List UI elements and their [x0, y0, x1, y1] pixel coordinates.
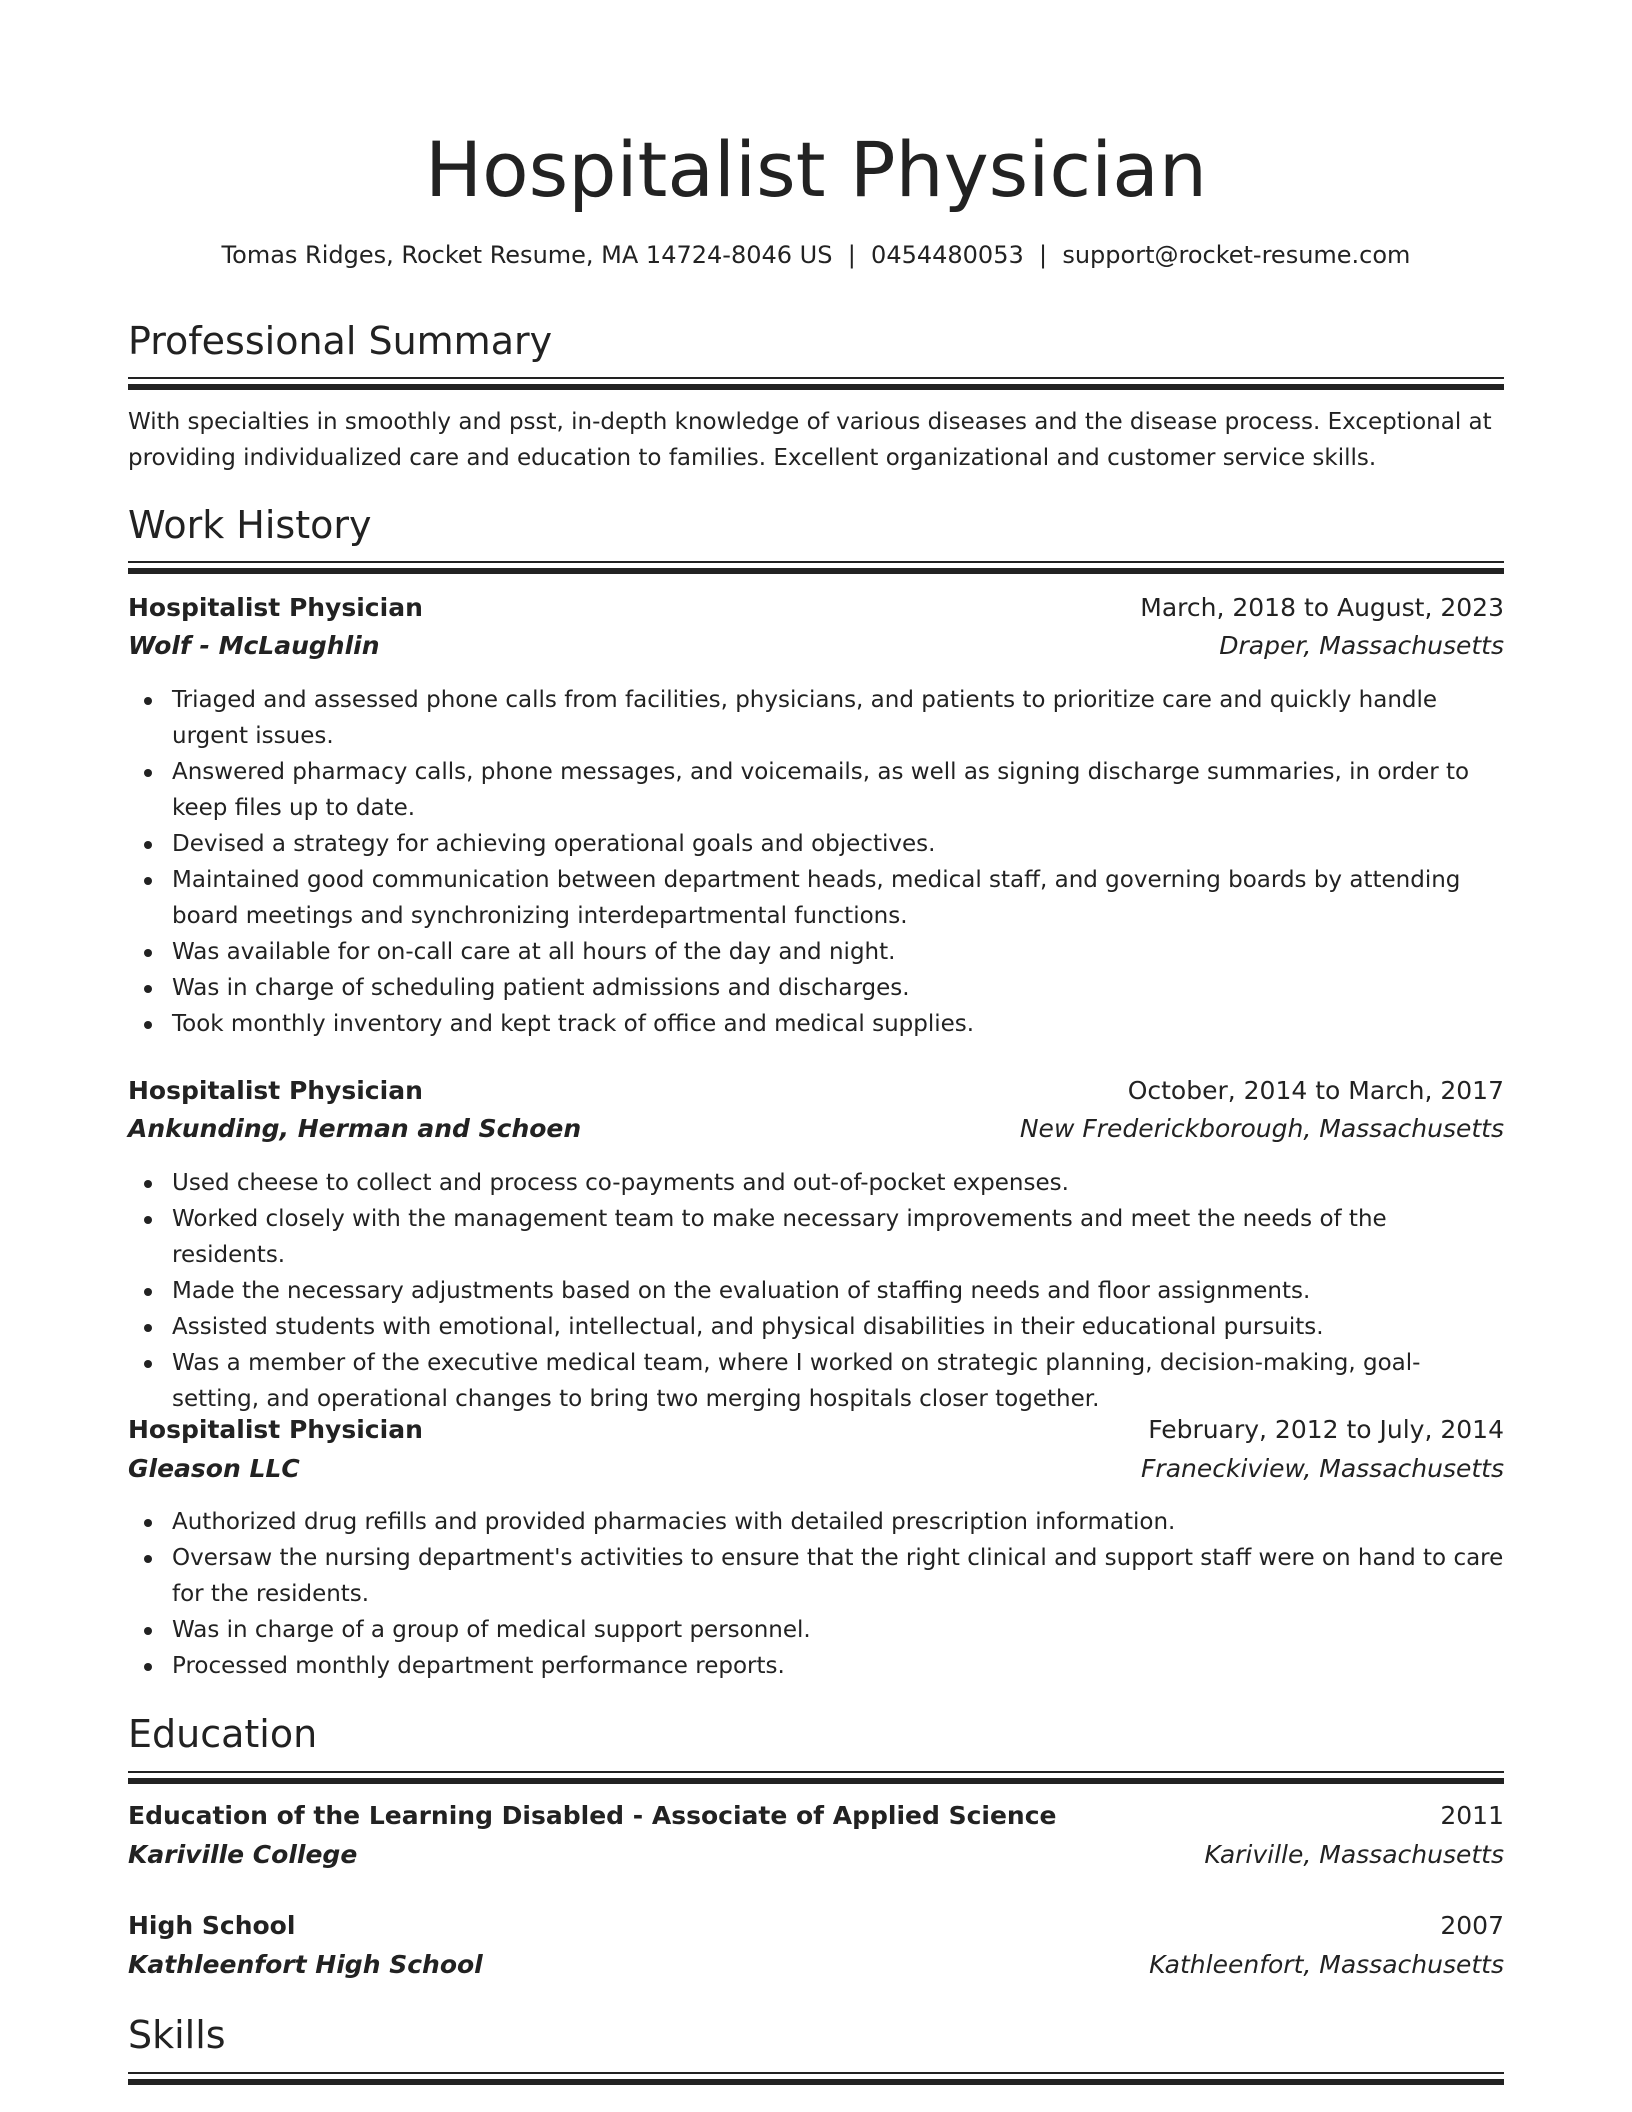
- list-item: Was in charge of scheduling patient admissions and discharges.: [128, 970, 1504, 1006]
- job-title: Hospitalist Physician: [128, 1415, 423, 1444]
- list-item: Oversaw the nursing department's activities to ensure that the right clinical and support staff were on hand to care for the residents.: [128, 1540, 1504, 1612]
- education-header-row: [128, 1797, 1504, 1835]
- job-dates: February, 2012 to July, 2014: [1148, 1415, 1504, 1444]
- job-company-row: [128, 627, 1504, 665]
- education-school: Kathleenfort High School: [128, 1950, 483, 1979]
- job-bullets: [128, 1165, 1504, 1417]
- education-school-row: [128, 1946, 1504, 1984]
- list-item: Answered pharmacy calls, phone messages, and voicemails, as well as signing discharge summaries, in order to keep files up to date.: [128, 754, 1504, 826]
- job-dates: October, 2014 to March, 2017: [1127, 1076, 1504, 1105]
- list-item: Devised a strategy for achieving operational goals and objectives.: [128, 826, 1504, 862]
- education-school: Kariville College: [128, 1840, 358, 1869]
- job-location: Draper, Massachusetts: [1219, 631, 1504, 660]
- education-degree: High School: [128, 1911, 296, 1940]
- education-school-row: [128, 1836, 1504, 1874]
- education-header-row: [128, 1907, 1504, 1945]
- job-location: New Frederickborough, Massachusetts: [1019, 1114, 1504, 1143]
- job-company-row: [128, 1110, 1504, 1148]
- list-item: Used cheese to collect and process co-payments and out-of-pocket expenses.: [128, 1165, 1504, 1201]
- list-item: Was a member of the executive medical team, where I worked on strategic planning, decision-making, goal-setting, and operational changes to bring two merging hospitals closer together.: [128, 1345, 1504, 1417]
- job-header-row: [128, 589, 1504, 627]
- job-dates: March, 2018 to August, 2023: [1140, 593, 1504, 622]
- section-heading-education: Education: [128, 1712, 318, 1756]
- list-item: Was in charge of a group of medical support personnel.: [128, 1612, 1504, 1648]
- education-year: 2011: [1440, 1801, 1504, 1830]
- list-item: Triaged and assessed phone calls from facilities, physicians, and patients to prioritize care and quickly handle urgent issues.: [128, 682, 1504, 754]
- job-location: Franeckiview, Massachusetts: [1141, 1454, 1504, 1483]
- list-item: Authorized drug refills and provided pharmacies with detailed prescription information.: [128, 1504, 1504, 1540]
- job-title: Hospitalist Physician: [128, 593, 423, 622]
- summary-text: With specialties in smoothly and psst, in-depth knowledge of various diseases and the disease process. Exceptional at providing individualized care and education to families. Excellent organizational and customer service skills.: [128, 409, 1492, 471]
- job-company-row: [128, 1450, 1504, 1488]
- section-heading-work: Work History: [128, 503, 372, 547]
- section-divider: [128, 377, 1504, 391]
- contact-line: Tomas Ridges, Rocket Resume, MA 14724-8046 US | 0454480053 | support@rocket-resume.com: [221, 241, 1411, 269]
- education-location: Kariville, Massachusetts: [1204, 1840, 1504, 1869]
- job-header-row: [128, 1072, 1504, 1110]
- job-company: Ankunding, Herman and Schoen: [128, 1114, 582, 1143]
- job-bullets: [128, 682, 1504, 1042]
- list-item: Assisted students with emotional, intellectual, and physical disabilities in their educational pursuits.: [128, 1309, 1504, 1345]
- section-divider: [128, 561, 1504, 575]
- education-degree: Education of the Learning Disabled - Associate of Applied Science: [128, 1801, 1057, 1830]
- job-title: Hospitalist Physician: [128, 1076, 423, 1105]
- list-item: Was available for on-call care at all hours of the day and night.: [128, 934, 1504, 970]
- section-heading-skills: Skills: [128, 2013, 226, 2057]
- job-header-row: [128, 1411, 1504, 1449]
- job-bullets: [128, 1504, 1504, 1684]
- list-item: Took monthly inventory and kept track of office and medical supplies.: [128, 1006, 1504, 1042]
- list-item: Worked closely with the management team to make necessary improvements and meet the needs of the residents.: [128, 1201, 1504, 1273]
- resume-title: Hospitalist Physician: [424, 125, 1208, 214]
- list-item: Processed monthly department performance reports.: [128, 1648, 1504, 1684]
- education-year: 2007: [1440, 1911, 1504, 1940]
- list-item: Made the necessary adjustments based on the evaluation of staffing needs and floor assignments.: [128, 1273, 1504, 1309]
- section-heading-summary: Professional Summary: [128, 319, 553, 363]
- list-item: Maintained good communication between department heads, medical staff, and governing boards by attending board meetings and synchronizing interdepartmental functions.: [128, 862, 1504, 934]
- job-company: Gleason LLC: [128, 1454, 300, 1483]
- education-location: Kathleenfort, Massachusetts: [1149, 1950, 1504, 1979]
- job-company: Wolf - McLaughlin: [128, 631, 380, 660]
- section-divider: [128, 2072, 1504, 2086]
- section-divider: [128, 1771, 1504, 1785]
